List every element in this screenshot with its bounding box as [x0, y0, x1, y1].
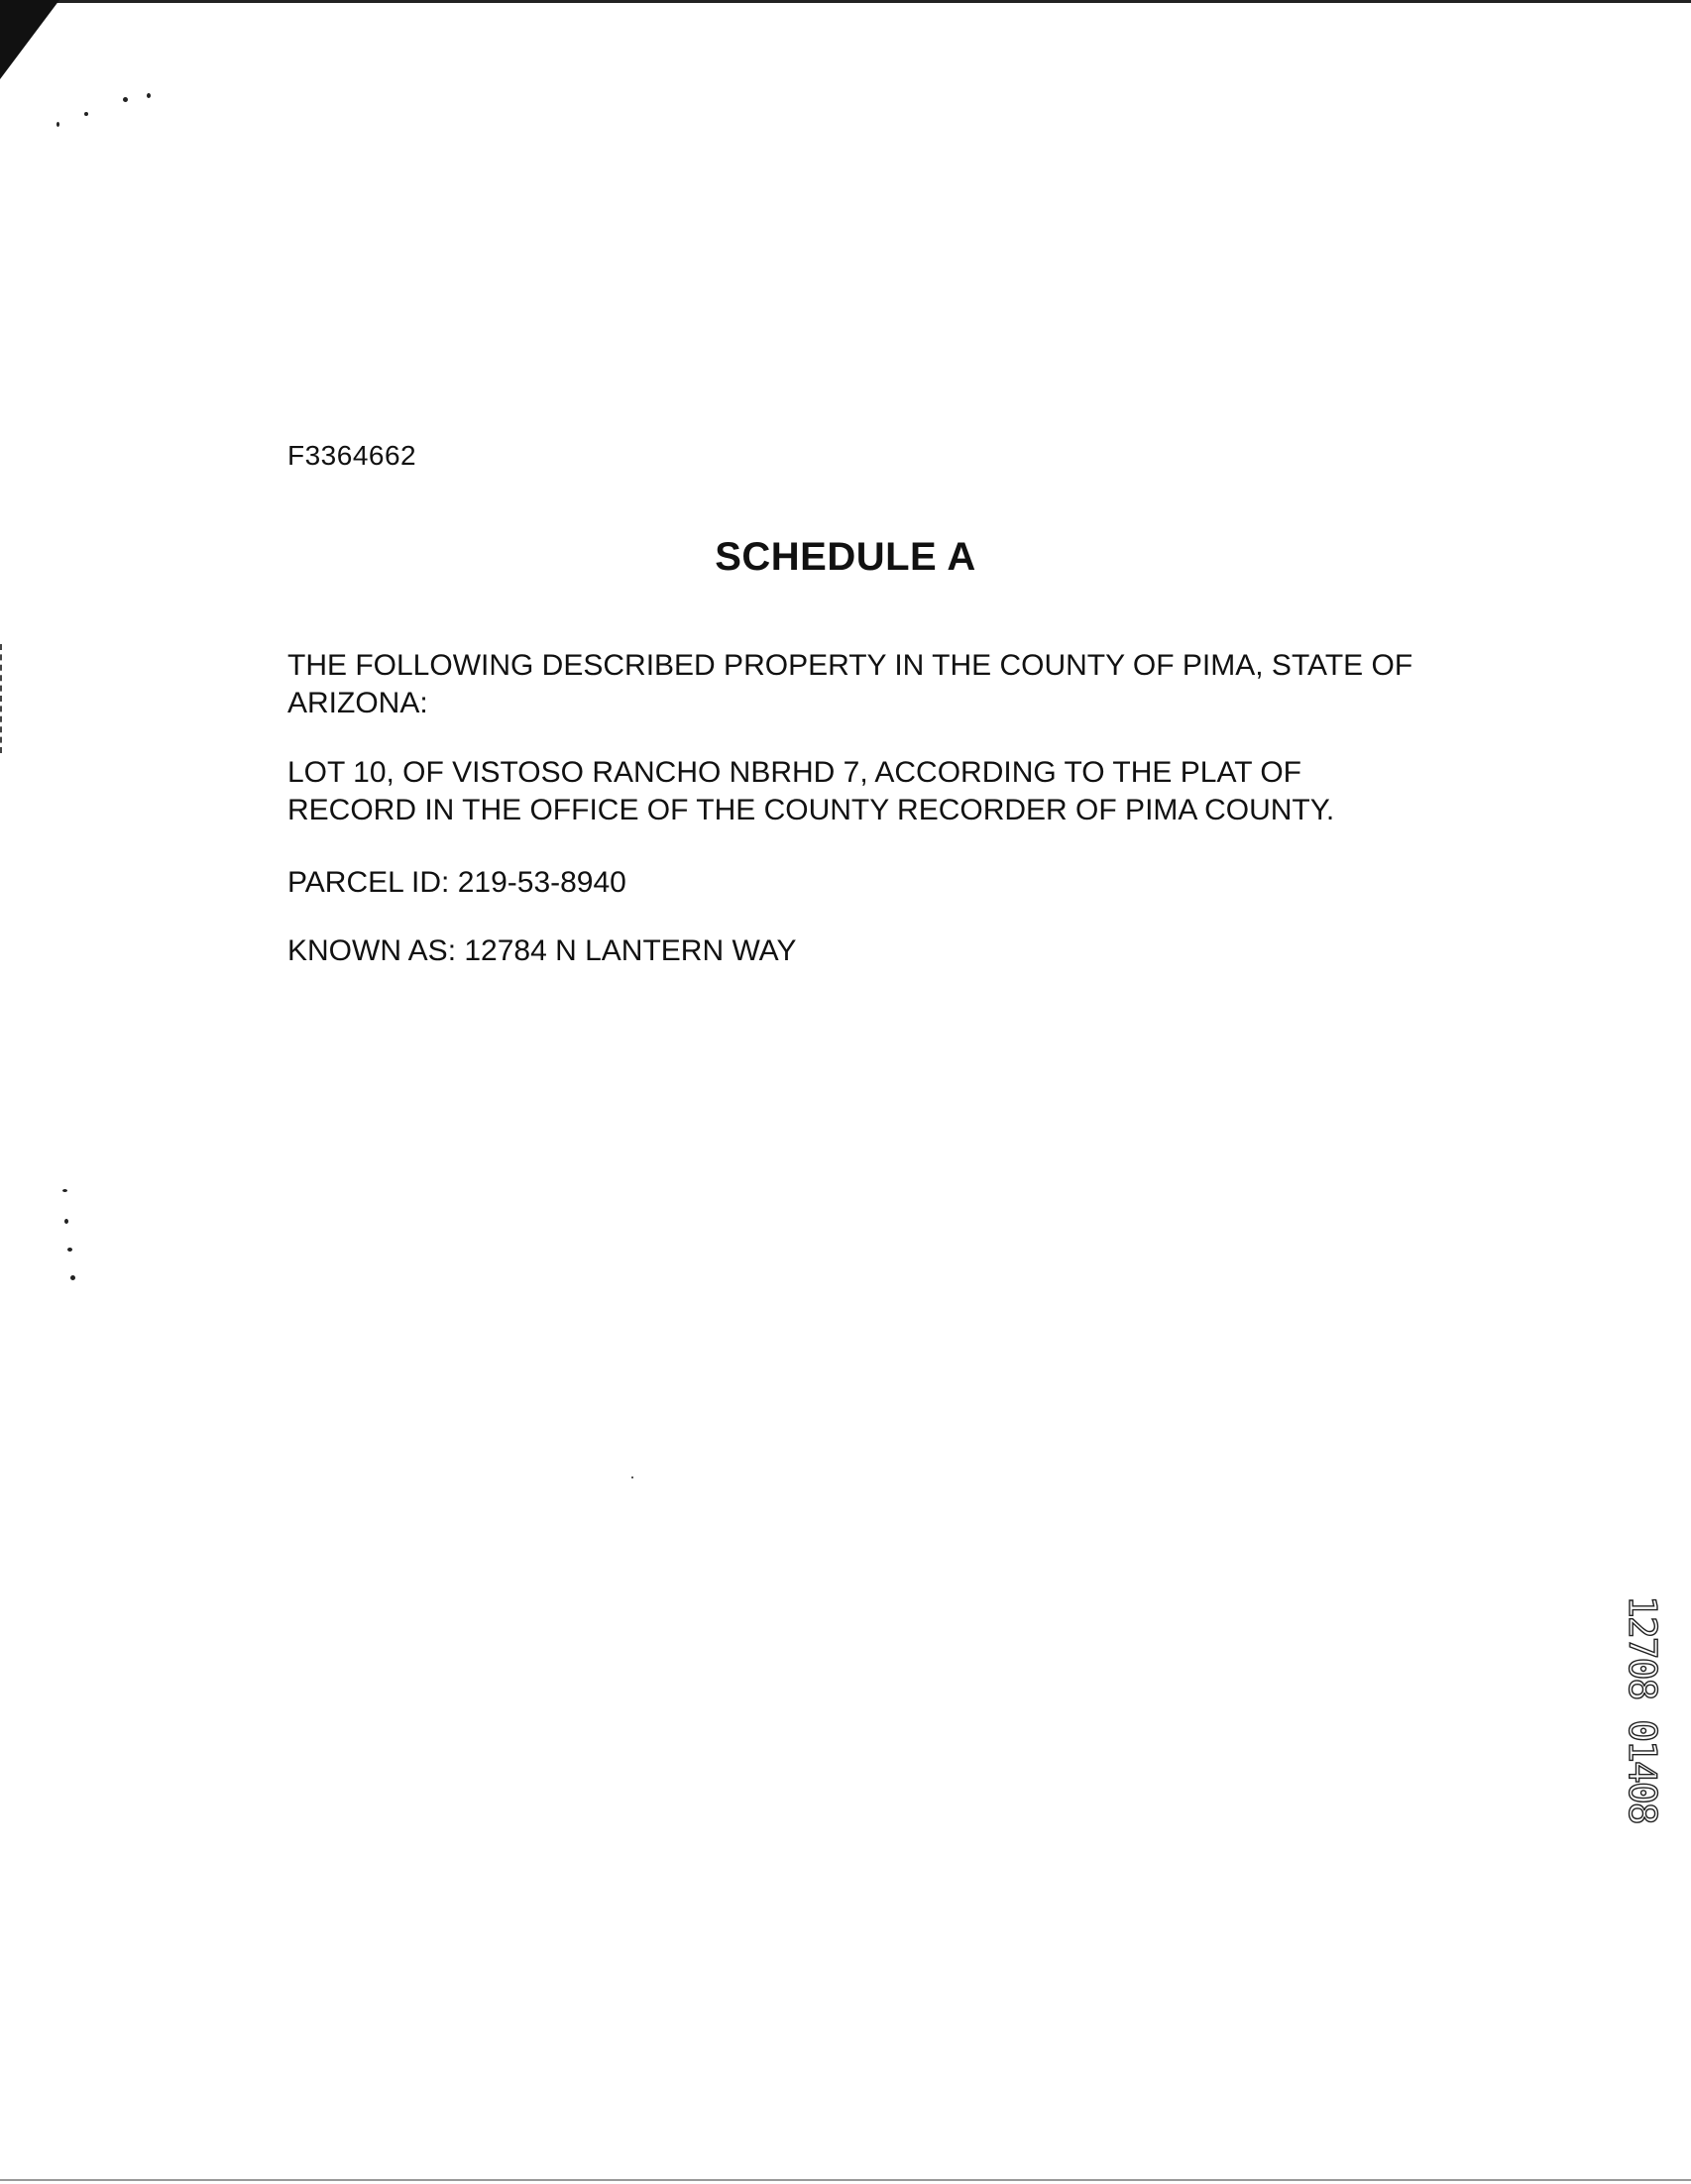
- scan-top-edge: [0, 0, 1691, 3]
- page-title: SCHEDULE A: [715, 535, 976, 579]
- property-intro-paragraph: THE FOLLOWING DESCRIBED PROPERTY IN THE COUNTY OF PIMA, STATE OF ARIZONA:: [287, 649, 1413, 719]
- scan-left-edge: [0, 644, 5, 753]
- scan-speck: [123, 97, 128, 102]
- scan-speck: [631, 1476, 633, 1478]
- lot-description-paragraph: LOT 10, OF VISTOSO RANCHO NBRHD 7, ACCORDING TO THE PLAT OF RECORD IN THE OFFICE OF THE COUNTY RECORDER OF PIMA COUNTY.: [287, 756, 1335, 826]
- scan-speck: [64, 1219, 68, 1224]
- scan-speck: [70, 1275, 75, 1280]
- parcel-id-line: PARCEL ID: 219-53-8940: [287, 866, 626, 899]
- scan-speck: [56, 122, 59, 127]
- scan-speck: [84, 112, 88, 116]
- scan-speck: [147, 93, 151, 98]
- scan-speck: [67, 1248, 72, 1252]
- scan-corner-mark: [0, 0, 59, 79]
- known-as-line: KNOWN AS: 12784 N LANTERN WAY: [287, 934, 797, 967]
- recorder-stamp: 12708 01408: [1621, 1595, 1664, 1823]
- document-id: F3364662: [287, 440, 417, 471]
- scan-speck: [62, 1189, 67, 1192]
- scan-bottom-edge: [0, 2179, 1691, 2181]
